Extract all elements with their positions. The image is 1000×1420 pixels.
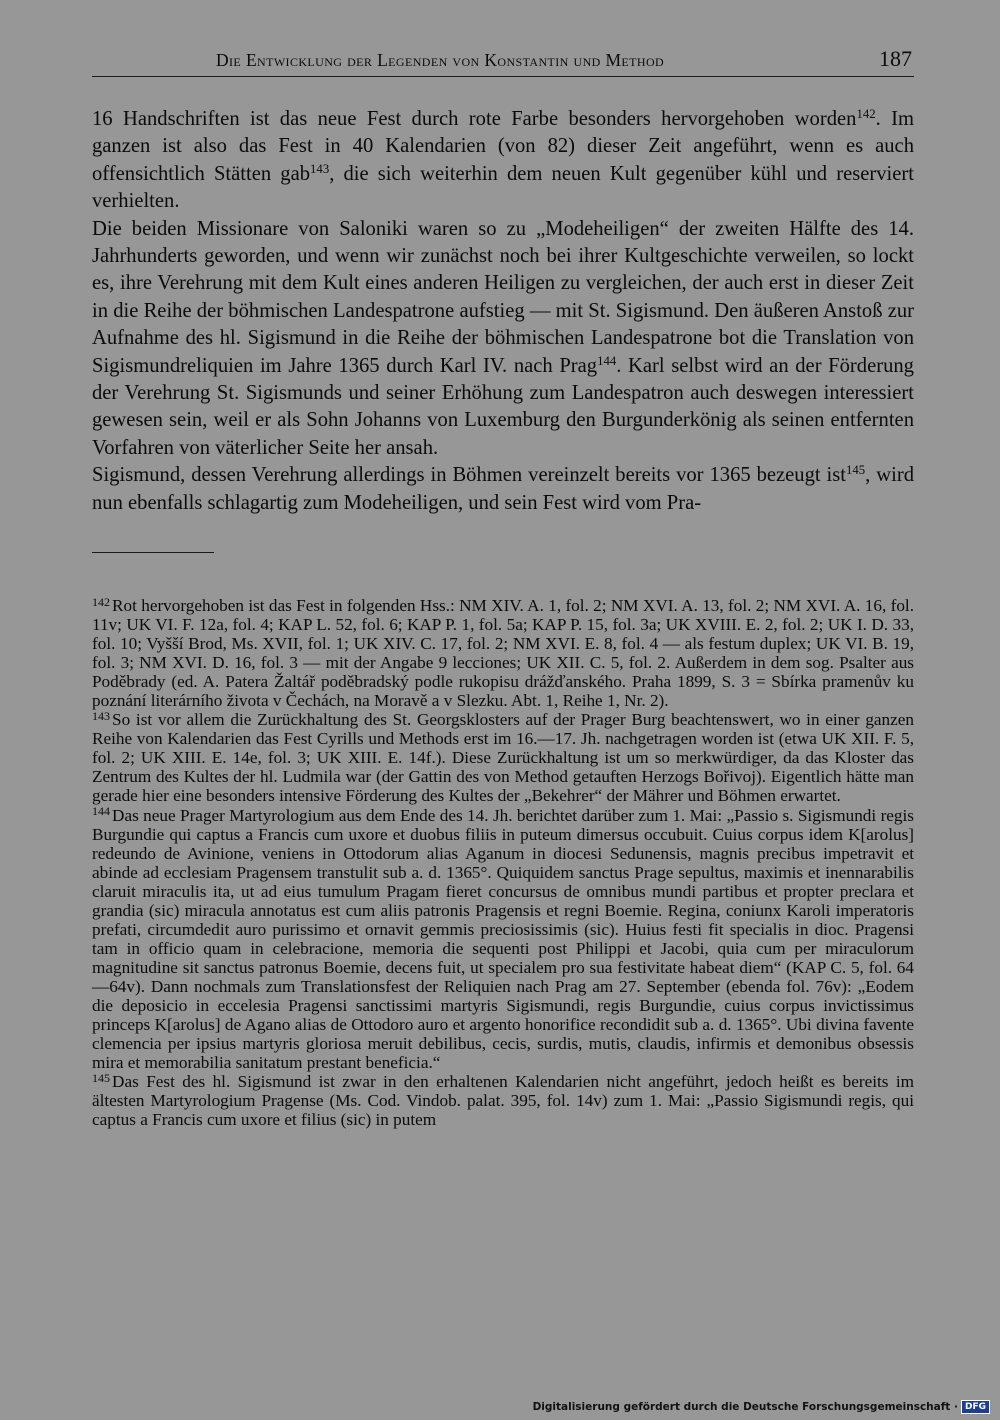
paragraph: Die beiden Missionare von Saloniki waren so zu „Modeheiligen“ der zweiten Hälfte des 14. Jahrhunderts geworden, und wenn wir zunächst noch bei ihrer Kultgeschichte verweilen, so lockt es, ihre Verehrung mit dem Kult eines anderen Heiligen zu vergleichen, der auch erst in dieser Zeit in die Reihe der böhmischen Landespatrone aufstieg — mit St. Sigismund. Den äußeren Anstoß zur Aufnahme des hl. Sigismund in die Reihe der böhmischen Landespatrone bot die Translation von Sigismundreliquien im Jahre 1365 durch Karl IV. nach Prag$^{144}$. Karl selbst wird an der Förderung der Verehrung St. Sigismunds und seiner Erhöhung zum Landespatron auch deswegen interessiert gewesen sein, weil er als Sohn Johanns von Luxemburg den Burgunderkönig als seinen entfernten Vorfahren von väterlicher Seite her ansah. [92, 217, 914, 459]
footnote-divider [92, 552, 214, 553]
footnote: $^{142}$ Rot hervorgehoben ist das Fest in folgenden Hss.: NM XIV. A. 1, fol. 2; NM XVI. A. 13, fol. 2; NM XVI. A. 16, fol. 11v; UK VI. F. 12a, fol. 4; KAP L. 52, fol. 6; KAP P. 1, fol. 5a; KAP P. 15, fol. 3a; UK XVIII. E. 2, fol. 2; UK I. D. 33, fol. 10; Vyšší Brod, Ms. XVII, fol. 1; UK XIV. C. 17, fol. 2; NM XVI. E. 8, fol. 4 — als festum duplex; UK VI. B. 19, fol. 3; NM XVI. D. 16, fol. 3 — mit der Angabe 9 lecciones; UK XII. C. 5, fol. 2. Außerdem in dem sog. Psalter aus Poděbrady (ed. A. Patera Žaltář poděbradský podle rukopisu drážďanského. Praha 1899, S. 3 = Sbírka pramenův ku poznání literárního života v Čechách, na Moravě a v Slezku. Abt. 1, Reihe 1, Nr. 2). [92, 594, 914, 711]
footnote-number: 142 [92, 594, 111, 609]
footnote-ref[interactable]: 142 [856, 106, 876, 121]
footnote-number: 143 [92, 708, 111, 723]
running-title: Die Entwicklung der Legenden von Konstantin und Method [216, 50, 665, 70]
paragraph: 16 Handschriften ist das neue Fest durch rote Farbe besonders hervorgehoben worden$^{142}$. Im ganzen ist also das Fest in 40 Kalendarien (von 82) dieser Zeit angeführt, wenn es auch offensichtlich Stätten gab$^{143}$, die sich weiterhin dem neuen Kult gegenüber kühl und reserviert verhielten. [92, 106, 914, 213]
footnote-number: 145 [92, 1070, 111, 1085]
paragraph: Sigismund, dessen Verehrung allerdings in Böhmen vereinzelt bereits vor 1365 bezeugt ist$^{145}$, wird nun ebenfalls schlagartig zum Modeheiligen, und sein Fest wird vom Pra- [92, 463, 914, 514]
funding-text: Digitalisierung gefördert durch die Deutsche Forschungsgemeinschaft · [532, 1401, 958, 1413]
footnote-ref[interactable]: 143 [310, 161, 330, 176]
footnote: $^{144}$ Das neue Prager Martyrologium aus dem Ende des 14. Jh. berichtet darüber zum 1. Mai: „Passio s. Sigismundi regis Burgundie qui captus a Francis cum uxore et duobus filiis in puteum dimersus occubuit. Cuius corpus idem K[arolus] redeundo de Avinione, veniens in Ottodorum alias Aganum in diocesi Sedunensis, magnis precibus impetravit et abinde ad ecclesiam Pragensem transtulit sub a. d. 1365°. Quiquidem sanctus Prage sepultus, maximis et inennarabilis claruit miraculis ita, ut ad eius tumulum Pragam fieret concursus de omnibus mundi partibus et propter preclara et grandia (sic) miracula annotatus est cum aliis patronis Pragensis et regni Boemie. Regina, coniunx Karoli imperatoris prefati, circumdedit auro purissimo et ornavit gemmis preciosissimis (sic). Huius festi fit specialis in dioc. Pragensi tam in officio quam in celebracione, memoria die sequenti post Philippi et Jacobi, quia cum per miraculorum magnitudine sit sanctus patronus Boemie, decens fuit, ut specialem pro sua festivitate habeat diem“ (KAP C. 5, fol. 64—64v). Dann nochmals zum Translationsfest der Reliquien nach Prag am 27. September (ebenda fol. 76v): „Eodem die deposicio in eccelesia Pragensi sanctissimi martyris Sigismundi, regis Burgundie, cuius corpus invictissimus princeps K[arolus] de Agano alias de Ottodoro auro et argento honorifice recondidit sub a. d. 1365°. Ubi divina favente clemencia per ipsius martyris gloriosa meruit debilibus, cecis, surdis, mutis, claudis, infirmis et demonibus obsessis mira et memorabilia sanitatum prestant beneficia.“ [92, 804, 914, 1073]
footnote-ref[interactable]: 144 [597, 353, 617, 368]
page-header [92, 46, 914, 77]
main-text [92, 106, 914, 517]
dfg-logo: DFG [961, 1400, 990, 1414]
footnotes [92, 596, 914, 1129]
page-number: 187 [879, 46, 912, 71]
footnote: $^{143}$ So ist vor allem die Zurückhaltung des St. Georgsklosters auf der Prager Burg beachtenswert, wo in einer ganzen Reihe von Kalendarien das Fest Cyrills und Methods erst im 16.—17. Jh. nachgetragen worden ist (etwa UK XII. F. 5, fol. 2; UK XIII. E. 14e, fol. 3; UK XIII. E. 14f.). Diese Zurückhaltung ist um so merkwürdiger, da das Kloster das Zentrum des Kultes der hl. Ludmila war (der Gattin des von Method getauften Herzogs Bořivoj). Eigentlich hätte man gerade hier eine besonders intensive Förderung des Kultes der „Bekehrer“ der Mährer und Böhmen erwartet. [92, 708, 914, 806]
funding-notice [533, 1400, 990, 1414]
footnote-ref[interactable]: 145 [846, 463, 866, 478]
footnote: $^{145}$ Das Fest des hl. Sigismund ist zwar in den erhaltenen Kalendarien nicht angeführt, jedoch heißt es bereits im ältesten Martyrologium Pragense (Ms. Cod. Vindob. palat. 395, fol. 14v) zum 1. Mai: „Passio Sigismundi regis, qui captus a Francis cum uxore et filius (sic) in putem [92, 1070, 914, 1130]
footnote-number: 144 [92, 804, 111, 819]
